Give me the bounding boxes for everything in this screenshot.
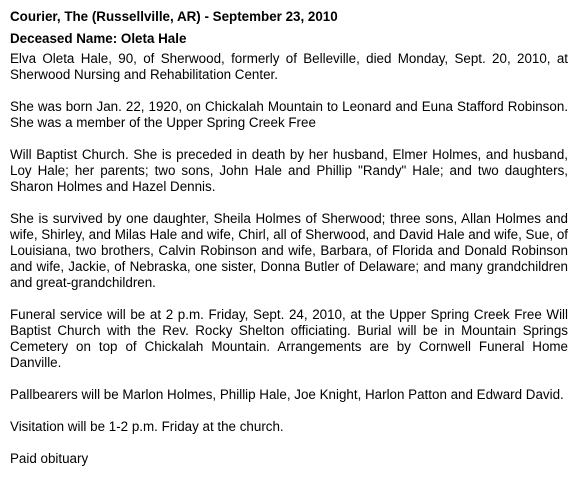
visitation-paragraph: Visitation will be 1-2 p.m. Friday at the church. <box>10 419 284 434</box>
survivors-paragraph: She is survived by one daughter, Sheila Holmes of Sherwood; three sons, Allan Holmes and wife, Shirley, and Milas Hale and wife, Chirl, all of Sherwood, and David Hale and wife, Sue, of Louisiana, two brothers, Calvin Robinson and wife, Barbara, of Florida and Donald Robinson and wife, Jackie, of Nebraska, one sister, Donna Butler of Delaware; and many grandchildren and great-grandchildren. <box>10 211 568 290</box>
death-notice-paragraph: Elva Oleta Hale, 90, of Sherwood, formerly of Belleville, died Monday, Sept. 20, 2010, at Sherwood Nursing and Rehabilitation Center. <box>10 51 568 82</box>
obituary-article <box>10 9 568 467</box>
pallbearers-paragraph: Pallbearers will be Marlon Holmes, Phillip Hale, Joe Knight, Harlon Patton and Edward David. <box>10 387 564 402</box>
funeral-service-paragraph: Funeral service will be at 2 p.m. Friday, Sept. 24, 2010, at the Upper Spring Creek Free Will Baptist Church with the Rev. Rocky Shelton officiating. Burial will be in Mountain Springs Cemetery on top of Chickalah Mountain. Arrangements are by Cornwell Funeral Home Danville. <box>10 307 568 370</box>
preceded-in-death-paragraph: Will Baptist Church. She is preceded in death by her husband, Elmer Holmes, and husband, Loy Hale; her parents; two sons, John Hale and Phillip "Randy" Hale; and two daughters, Sharon Holmes and Hazel Dennis. <box>10 147 568 194</box>
paid-obituary-note: Paid obituary <box>10 451 89 466</box>
source-heading: Courier, The (Russellville, AR) - September 23, 2010 <box>10 9 338 24</box>
deceased-name-heading: Deceased Name: Oleta Hale <box>10 31 187 46</box>
birth-paragraph: She was born Jan. 22, 1920, on Chickalah Mountain to Leonard and Euna Stafford Robinson. She was a member of the Upper Spring Creek Free <box>10 99 568 130</box>
obituary-body <box>10 51 568 467</box>
